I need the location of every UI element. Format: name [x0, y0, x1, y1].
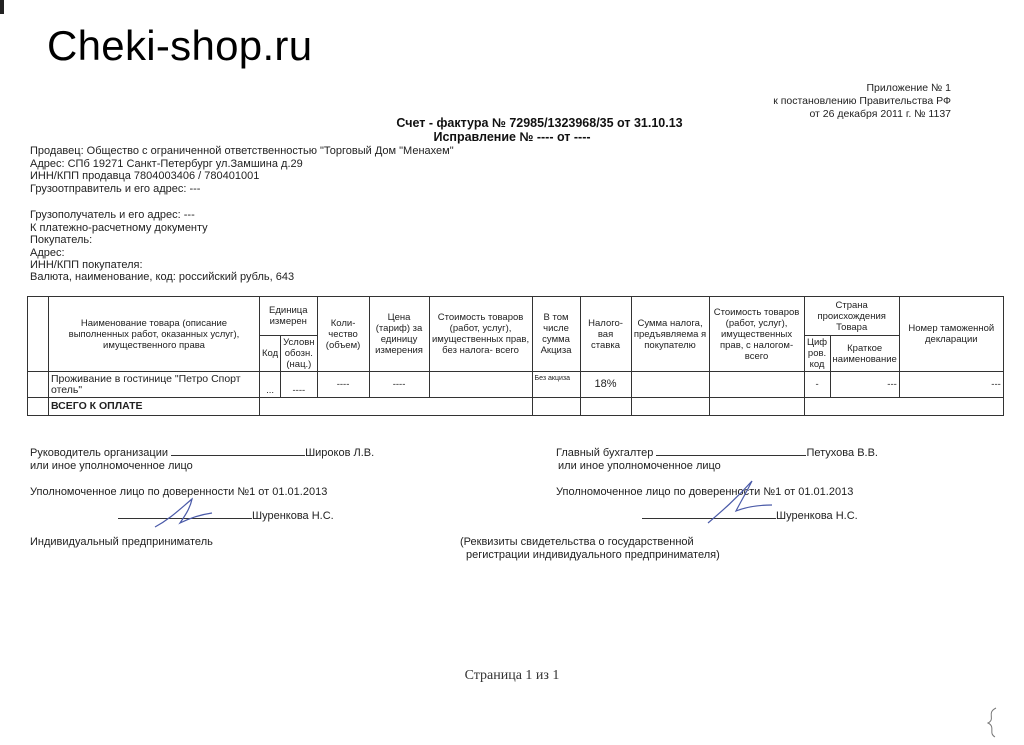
header-unit-code: Код [260, 336, 281, 372]
row-price: ---- [369, 372, 429, 398]
head-signature-row [30, 447, 374, 459]
header-price: Цена (тариф) за единицу измерения [369, 297, 429, 372]
scan-edge-mark [0, 0, 4, 14]
row-blank-cell [28, 372, 49, 398]
header-excise: В том числе сумма Акциза [532, 297, 580, 372]
scan-corner-mark [982, 705, 1002, 739]
row-qty: ---- [317, 372, 369, 398]
seller-line: Продавец: Общество с ограниченной ответственностью "Торговый Дом "Менахем" [30, 145, 454, 157]
head-sign-line [171, 455, 305, 456]
invoice-correction: Исправление № ---- от ---- [433, 130, 591, 144]
row-unit-symbol: ---- [281, 372, 317, 398]
row-tax-sum [631, 372, 709, 398]
proxy-left: Уполномоченное лицо по доверенности №1 от 01.01.2013 [30, 486, 328, 498]
accountant-signature-row [556, 447, 878, 459]
accountant-sign-line [656, 455, 806, 456]
proxy-right-name: Шуренкова Н.С. [776, 510, 858, 522]
buyer-line: Покупатель: [30, 234, 93, 246]
header-customs: Номер таможенной декларации [899, 297, 1003, 372]
head-label: Руководитель организации [30, 447, 169, 459]
buyer-inn-kpp: ИНН/КПП покупателя: [30, 259, 143, 271]
header-tax-sum: Сумма налога, предъявляема я покупателю [631, 297, 709, 372]
total-cost-with-tax [709, 398, 804, 416]
buyer-address: Адрес: [30, 247, 65, 259]
header-cost-with-tax: Стоимость товаров (работ, услуг), имущественных прав, с налогом- всего [709, 297, 804, 372]
total-rate [580, 398, 631, 416]
blank-header-cell [28, 297, 49, 372]
header-qty: Коли-чество (объем) [317, 297, 369, 372]
row-cost-with-tax [709, 372, 804, 398]
accountant-label: Главный бухгалтер [556, 447, 654, 459]
row-customs: --- [899, 372, 1003, 398]
header-country: Страна происхождения Товара [804, 297, 899, 336]
seller-address: Адрес: СПб 19271 Санкт-Петербург ул.Замшина д.29 [30, 158, 303, 170]
shipper-line: Грузоотправитель и его адрес: --- [30, 183, 201, 195]
header-country-code: Циф ров. код [804, 336, 830, 372]
row-excise: Без акциза [532, 372, 580, 398]
accountant-subtitle: или иное уполномоченное лицо [558, 460, 721, 472]
row-cost-no-tax [429, 372, 532, 398]
total-blank-cell [28, 398, 49, 416]
total-spacer [260, 398, 533, 416]
appendix-line-1: Приложение № 1 [866, 82, 951, 94]
handwritten-signature-left [150, 495, 230, 531]
registration-note-1: (Реквизиты свидетельства о государственной [460, 536, 694, 548]
header-unit: Единица измерен [260, 297, 318, 336]
total-label: ВСЕГО К ОПЛАТЕ [49, 398, 260, 416]
registration-note-2: регистрации индивидуального предпринимателя) [466, 549, 720, 561]
header-unit-symbol: Условн обозн. (нац.) [281, 336, 317, 372]
head-subtitle: или иное уполномоченное лицо [30, 460, 193, 472]
payment-doc-line: К платежно-расчетному документу [30, 222, 208, 234]
invoice-table [27, 296, 1004, 416]
row-country-code: - [804, 372, 830, 398]
consignee-line: Грузополучатель и его адрес: --- [30, 209, 195, 221]
header-name: Наименование товара (описание выполненных работ, оказанных услуг), имущественного права [49, 297, 260, 372]
row-item-name: Проживание в гостинице "Петро Спорт отель" [49, 372, 260, 398]
individual-entrepreneur: Индивидуальный предприниматель [30, 536, 213, 548]
total-excise [532, 398, 580, 416]
brand-watermark: Cheki-shop.ru [47, 22, 313, 69]
proxy-right: Уполномоченное лицо по доверенности №1 от 01.01.2013 [556, 486, 854, 498]
proxy-left-name: Шуренкова Н.С. [252, 510, 334, 522]
page-counter: Страница 1 из 1 [464, 668, 560, 683]
invoice-title: Счет - фактура № 72985/1323968/35 от 31.10.13 [396, 116, 683, 130]
accountant-name: Петухова В.В. [806, 447, 878, 459]
currency-line: Валюта, наименование, код: российский рубль, 643 [30, 271, 295, 283]
head-name: Широков Л.В. [305, 447, 375, 459]
appendix-line-2: к постановлению Правительства РФ [773, 95, 951, 107]
row-unit-code: ... [260, 372, 281, 398]
total-tail [804, 398, 1003, 416]
appendix-line-3: от 26 декабря 2011 г. № 1137 [809, 108, 951, 120]
total-tax-sum [631, 398, 709, 416]
header-tax-rate: Налого-вая ставка [580, 297, 631, 372]
header-country-name: Краткое наименование [830, 336, 899, 372]
header-cost-no-tax: Стоимость товаров (работ, услуг), имущественных прав, без налога- всего [429, 297, 532, 372]
handwritten-signature-right [700, 475, 790, 527]
seller-inn-kpp: ИНН/КПП продавца 7804003406 / 780401001 [30, 170, 260, 182]
row-tax-rate: 18% [580, 372, 631, 398]
row-country-name: --- [830, 372, 899, 398]
